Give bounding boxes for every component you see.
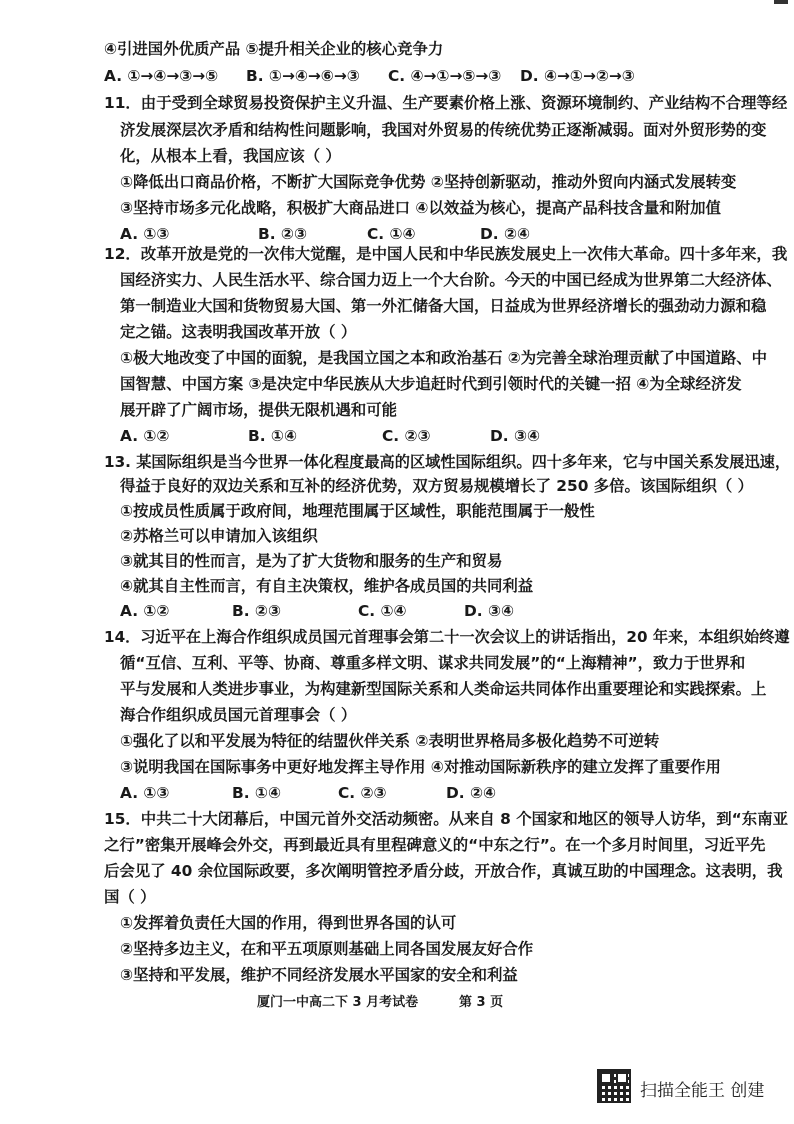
q14-option-d: D. ②④ [446,784,497,802]
q13-item-4: ④就其自主性而言，有自主决策权，维护各成员国的共同利益 [120,577,534,595]
q11-stem-line-3: 化，从根本上看，我国应该（ ） [120,147,341,165]
q12-option-a: A. ①② [120,427,170,445]
q14-option-c: C. ②③ [338,784,387,802]
q15-stem-line-1: 15．中共二十大闭幕后，中国元首外交活动频密。从来自 8 个国家和地区的领导人访华，到“东南亚 [104,810,788,828]
q12-stem-line-1: 12．改革开放是党的一次伟大觉醒，是中国人民和中华民族发展史上一次伟大革命。四十多年来，我 [104,245,788,263]
q12-item-line-3: 展开辟了广阔市场，提供无限机遇和可能 [120,401,398,419]
q14-option-b: B. ①④ [232,784,281,802]
q11-option-a: A. ①③ [120,225,170,243]
qr-code-icon [597,1069,631,1103]
q13-stem-line-2: 得益于良好的双边关系和互补的经济优势，双方贸易规模增长了 250 多倍。该国际组织（ ） [120,477,754,495]
q14-stem-line-1: 14．习近平在上海合作组织成员国元首理事会第二十一次会议上的讲话指出，20 年来，本组织始终遵 [104,628,790,646]
q13-option-a: A. ①② [120,602,170,620]
q12-item-line-1: ①极大地改变了中国的面貌，是我国立国之本和政治基石 ②为完善全球治理贡献了中国道路、中 [120,349,768,367]
q14-option-a: A. ①③ [120,784,170,802]
q10-option-d: D. ④→①→②→③ [520,67,635,85]
q15-item-1: ①发挥着负责任大国的作用，得到世界各国的认可 [120,914,457,932]
q11-stem-line-2: 济发展深层次矛盾和结构性问题影响，我国对外贸易的传统优势正逐渐减弱。面对外贸形势的变 [120,121,767,139]
q12-option-c: C. ②③ [382,427,431,445]
q11-option-b: B. ②③ [258,225,307,243]
q13-item-3: ③就其目的性而言，是为了扩大货物和服务的生产和贸易 [120,552,503,570]
footer-page-number: 第 3 页 [459,995,504,1010]
q11-stem-line-1: 11．由于受到全球贸易投资保护主义升温、生产要素价格上涨、资源环境制约、产业结构不合理等经 [104,94,788,112]
q14-stem-line-2: 循“互信、互利、平等、协商、尊重多样文明、谋求共同发展”的“上海精神”，致力于世界和 [120,654,746,672]
corner-mark [774,0,788,4]
scanner-watermark: 扫描全能王 创建 [640,1081,765,1101]
q13-option-b: B. ②③ [232,602,281,620]
q12-option-d: D. ③④ [490,427,541,445]
q10-option-c: C. ④→①→⑤→③ [388,67,502,85]
q13-item-2: ②苏格兰可以申请加入该组织 [120,527,318,545]
q10-items: ④引进国外优质产品 ⑤提升相关企业的核心竞争力 [104,40,444,58]
q10-option-a: A. ①→④→③→⑤ [104,67,219,85]
q13-option-c: C. ①④ [358,602,407,620]
q11-option-d: D. ②④ [480,225,531,243]
q14-stem-line-4: 海合作组织成员国元首理事会（ ） [120,706,357,724]
footer-school: 厦门一中高二下 3 月考试卷 [257,995,419,1010]
q11-item-1-2: ①降低出口商品价格，不断扩大国际竞争优势 ②坚持创新驱动，推动外贸向内涵式发展转变 [120,173,737,191]
q13-stem-line-1: 13. 某国际组织是当今世界一体化程度最高的区域性国际组织。四十多年来，它与中国关系发展迅速， [104,453,791,471]
q12-stem-line-4: 定之锚。这表明我国改革开放（ ） [120,323,357,341]
q14-stem-line-3: 平与发展和人类进步事业，为构建新型国际关系和人类命运共同体作出重要理论和实践探索。上 [120,680,767,698]
q10-option-b: B. ①→④→⑥→③ [246,67,360,85]
q12-option-b: B. ①④ [248,427,297,445]
q14-item-1-2: ①强化了以和平发展为特征的结盟伙伴关系 ②表明世界格局多极化趋势不可逆转 [120,732,660,750]
q13-option-d: D. ③④ [464,602,515,620]
q13-item-1: ①按成员性质属于政府间，地理范围属于区域性，职能范围属于一般性 [120,502,595,520]
q15-item-2: ②坚持多边主义，在和平五项原则基础上同各国发展友好合作 [120,940,534,958]
q14-item-3-4: ③说明我国在国际事务中更好地发挥主导作用 ④对推动国际新秩序的建立发挥了重要作用 [120,758,721,776]
q12-stem-line-2: 国经济实力、人民生活水平、综合国力迈上一个大台阶。今天的中国已经成为世界第二大经济体、 [120,271,782,289]
q12-stem-line-3: 第一制造业大国和货物贸易大国、第一外汇储备大国，日益成为世界经济增长的强劲动力源和稳 [120,297,767,315]
q15-stem-line-3: 后会见了 40 余位国际政要，多次阐明管控矛盾分歧，开放合作，真诚互助的中国理念。这表明，我 [104,862,783,880]
q12-item-line-2: 国智慧、中国方案 ③是决定中华民族从大步追赶时代到引领时代的关键一招 ④为全球经济发 [120,375,742,393]
q15-item-3: ③坚持和平发展，维护不同经济发展水平国家的安全和利益 [120,966,518,984]
q11-item-3-4: ③坚持市场多元化战略，积极扩大商品进口 ④以效益为核心，提高产品科技含量和附加值 [120,199,721,217]
q15-stem-line-2: 之行”密集开展峰会外交，再到最近具有里程碑意义的“中东之行”。在一个多月时间里，习近平先 [104,836,766,854]
q15-stem-line-4: 国（ ） [104,888,156,906]
q11-option-c: C. ①④ [367,225,416,243]
